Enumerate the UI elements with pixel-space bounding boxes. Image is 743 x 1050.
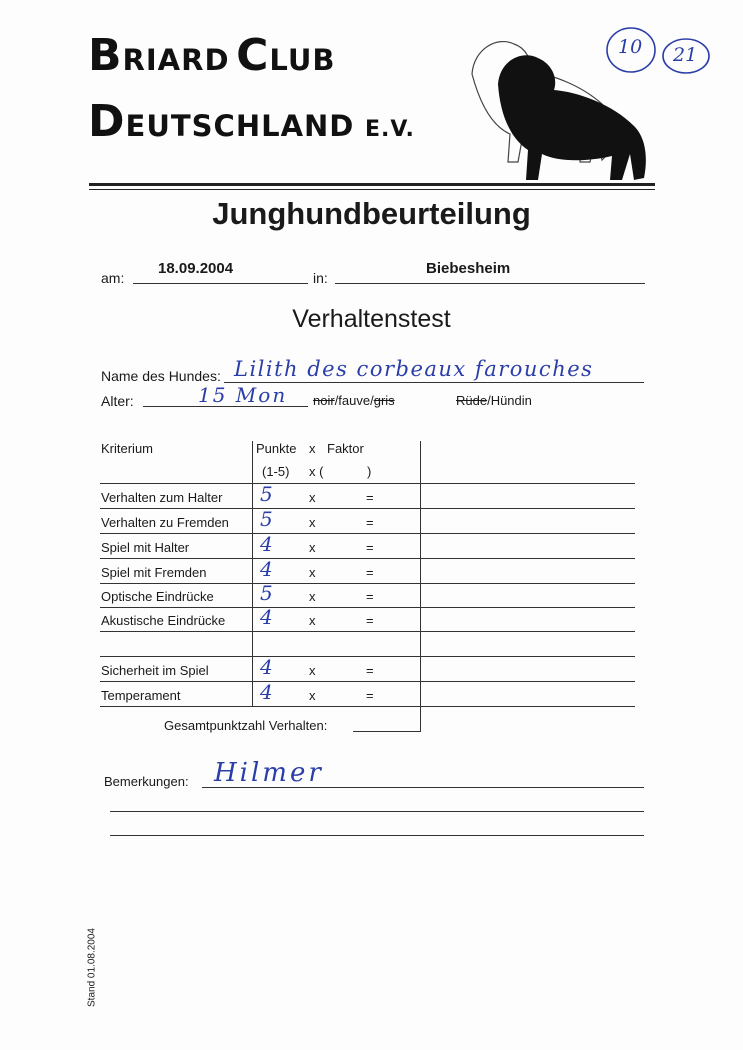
row-score-temperament: 4 [260,680,273,704]
header-divider-bottom [89,189,655,190]
row-rule [100,558,635,559]
age-value: 15 Mon [198,383,288,407]
col-header-close-paren: ) [367,464,372,479]
row-score-sicherheit: 4 [260,655,273,679]
place-underline [335,283,645,284]
remarks-value: Hilmer [214,758,324,788]
row-rule [100,533,635,534]
row-score-spiel-halter: 4 [260,532,273,556]
age-underline [143,406,308,407]
section-subtitle: Verhaltenstest [292,305,451,333]
stamp-left-number: 10 [618,36,643,58]
stamp-right-number: 21 [673,44,698,66]
date-value: 18.09.2004 [158,260,234,277]
total-underline [353,731,420,732]
row-rule [100,508,635,509]
col-header-range: (1-5) [262,464,290,479]
col-header-x: x [309,441,316,456]
row-label-optische: Optische Eindrücke [101,589,214,604]
stand-date: Stand 01.08.2004 [86,928,98,1007]
date-underline [133,283,308,284]
row-eq: = [366,613,374,628]
place-value: Biebesheim [426,260,511,277]
row-eq: = [366,663,374,678]
row-eq: = [366,490,374,505]
coat-colour: noir/fauve/gris [313,393,395,408]
row-x: x [309,540,316,555]
row-rule-empty [100,656,635,657]
header-divider-top [89,183,655,186]
row-eq: = [366,565,374,580]
row-x: x [309,613,316,628]
row-eq: = [366,515,374,530]
row-x: x [309,589,316,604]
row-label-spiel-fremden: Spiel mit Fremden [101,565,207,580]
row-rule [100,583,635,584]
date-label: am: [101,270,125,286]
row-x: x [309,688,316,703]
row-label-akustische: Akustische Eindrücke [101,613,226,628]
remarks-line-2 [110,811,644,812]
col-header-faktor: Faktor [327,441,364,456]
row-eq: = [366,589,374,604]
row-score-verhalten-halter: 5 [260,482,273,506]
row-label-temperament: Temperament [101,688,181,703]
remarks-line-1 [202,787,644,788]
table-col-divider-2 [420,441,421,732]
table-header-rule [100,483,635,484]
row-score-optische: 5 [260,581,273,605]
table-col-divider-1 [252,441,253,707]
total-label: Gesamtpunktzahl Verhalten: [164,718,328,733]
row-x: x [309,515,316,530]
col-header-punkte: Punkte [256,441,297,456]
row-x: x [309,663,316,678]
dog-name-label: Name des Hundes: [101,368,221,384]
remarks-line-3 [110,835,644,836]
col-header-kriterium: Kriterium [101,441,154,456]
club-name-line2: DEUTSCHLAND E.V. [88,96,415,147]
row-label-spiel-halter: Spiel mit Halter [101,540,190,555]
row-label-sicherheit: Sicherheit im Spiel [101,663,209,678]
row-score-spiel-fremden: 4 [260,557,273,581]
place-label: in: [313,270,328,286]
club-name-line1: BRIARD CLUB [88,30,336,81]
row-x: x [309,490,316,505]
page-title: Junghundbeurteilung [212,196,531,231]
row-label-verhalten-fremden: Verhalten zu Fremden [101,515,229,530]
row-rule [100,631,635,632]
row-x: x [309,565,316,580]
age-label: Alter: [101,393,134,409]
row-score-verhalten-fremden: 5 [260,507,273,531]
row-rule [100,681,635,682]
row-rule [100,706,635,707]
col-header-x-paren: x ( [309,464,324,479]
row-eq: = [366,540,374,555]
dog-sex: Rüde/Hündin [456,393,532,408]
row-rule [100,607,635,608]
row-label-verhalten-halter: Verhalten zum Halter [101,490,223,505]
remarks-label: Bemerkungen: [104,774,189,789]
dog-name-value: Lilith des corbeaux farouches [234,357,594,381]
row-eq: = [366,688,374,703]
row-score-akustische: 4 [260,605,273,629]
